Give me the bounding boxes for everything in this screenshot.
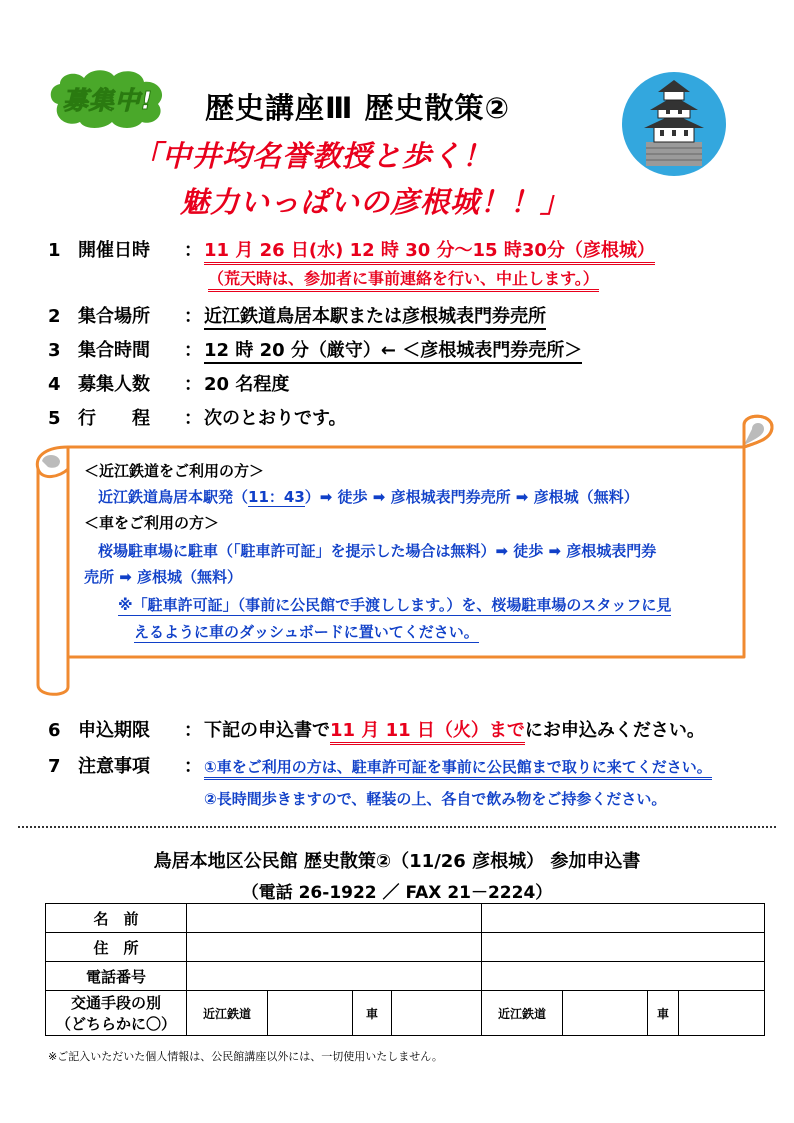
train-route-end: ）➡ 徒歩 ➡ 彦根城表門券売所 ➡ 彦根城（無料） xyxy=(304,488,639,506)
car-note-line2: えるように車のダッシュボードに置いてください。 xyxy=(134,623,479,641)
item-label: 募集人数 xyxy=(78,374,150,395)
form-label-phone: 電話番号 xyxy=(46,962,187,991)
option-train-label: 近江鉄道 xyxy=(482,991,563,1035)
phone-field-1[interactable] xyxy=(187,962,482,991)
train-route-start: 近江鉄道鳥居本駅発（ xyxy=(98,488,249,506)
car-note-line1: ※「駐車許可証」（事前に公民館で手渡しします。）を、桜場駐車場のスタッフに見 xyxy=(118,596,672,614)
badge-label: 募集中! xyxy=(62,86,154,115)
meeting-place-value: 近江鉄道鳥居本駅または彦根城表門券売所 xyxy=(204,302,546,330)
form-title: 鳥居本地区公民館 歴史散策②（11/26 彦根城） 参加申込書 xyxy=(153,851,641,872)
deadline-date: 11 月 11 日（火）まで xyxy=(330,716,525,745)
item-colon: ： xyxy=(184,756,202,777)
item-colon: ： xyxy=(184,408,202,429)
form-row-phone xyxy=(46,962,765,991)
option-train-check[interactable] xyxy=(563,991,648,1035)
item-capacity xyxy=(48,370,289,396)
subtitle-line2: 魅力いっぱいの彦根城！！」 xyxy=(180,185,571,219)
phone-field-2[interactable] xyxy=(482,962,765,991)
item-label: 注意事項 xyxy=(78,756,150,777)
item-number: 2 xyxy=(48,306,61,327)
page-title: 歴史講座Ⅲ 歴史散策② xyxy=(205,91,511,125)
application-form xyxy=(45,903,765,1036)
item-number: 7 xyxy=(48,756,61,777)
item-label: 集合時間 xyxy=(78,340,150,361)
item-colon: ： xyxy=(184,306,202,327)
train-heading: ＜近江鉄道をご利用の方＞ xyxy=(84,462,265,480)
form-label-transport xyxy=(46,991,187,1036)
transport-options-2 xyxy=(482,991,765,1036)
item-colon: ： xyxy=(184,720,202,741)
note-1: ①車をご利用の方は、駐車許可証を事前に公民館まで取りに来てください。 xyxy=(204,756,712,780)
item-colon: ： xyxy=(184,240,202,261)
item-deadline xyxy=(48,716,705,745)
form-label-address: 住 所 xyxy=(46,933,187,962)
itinerary-value: 次のとおりです。 xyxy=(204,408,347,429)
train-route xyxy=(98,486,639,507)
recruiting-badge xyxy=(46,68,170,130)
deadline-text-a: 下記の申込書で xyxy=(204,720,330,741)
train-departure-time: 11：43 xyxy=(248,488,305,506)
castle-icon xyxy=(620,70,728,178)
transport-label-line1: 交通手段の別 xyxy=(70,994,161,1012)
option-car-label: 車 xyxy=(648,991,679,1035)
transport-options-1 xyxy=(187,991,482,1036)
cut-line xyxy=(18,826,776,828)
item-colon: ： xyxy=(184,374,202,395)
item-number: 3 xyxy=(48,340,61,361)
car-heading: ＜車をご利用の方＞ xyxy=(84,514,220,532)
item-label: 集合場所 xyxy=(78,306,150,327)
option-car-check[interactable] xyxy=(392,991,482,1035)
capacity-value: 20 名程度 xyxy=(204,374,290,395)
item-label: 申込期限 xyxy=(78,720,150,741)
item-number: 4 xyxy=(48,374,61,395)
item-date xyxy=(48,236,655,265)
event-datetime: 11 月 26 日(水) 12 時 30 分～15 時30分（彦根城） xyxy=(204,236,655,265)
form-row-name xyxy=(46,904,765,933)
car-route-line2: 売所 ➡ 彦根城（無料） xyxy=(84,568,243,586)
address-field-1[interactable] xyxy=(187,933,482,962)
transport-label-line2: （どちらかに〇） xyxy=(55,1015,176,1033)
form-contact: （電話 26-1922 ／ FAX 21－2224） xyxy=(241,883,553,903)
item-colon: ： xyxy=(184,340,202,361)
car-route-line1: 桜場駐車場に駐車（「駐車許可証」を提示した場合は無料）➡ 徒歩 ➡ 彦根城表門券 xyxy=(98,542,657,560)
name-field-2[interactable] xyxy=(482,904,765,933)
name-field-1[interactable] xyxy=(187,904,482,933)
form-label-name: 名 前 xyxy=(46,904,187,933)
option-car-check[interactable] xyxy=(679,991,765,1035)
item-label: 開催日時 xyxy=(78,240,150,261)
subtitle-line1: 「中井均名誉教授と歩く！ xyxy=(132,139,493,173)
item-number: 1 xyxy=(48,240,61,261)
form-row-address xyxy=(46,933,765,962)
item-label: 行 程 xyxy=(78,408,150,429)
option-car-label: 車 xyxy=(353,991,392,1035)
option-train-check[interactable] xyxy=(268,991,353,1035)
weather-note-text: （荒天時は、参加者に事前連絡を行い、中止します。） xyxy=(208,266,599,292)
item-notes xyxy=(48,752,712,780)
item-meeting-time xyxy=(48,336,582,364)
deadline-text-b: にお申込みください。 xyxy=(524,720,705,741)
privacy-footnote: ※ご記入いただいた個人情報は、公民館講座以外には、一切使用いたしません。 xyxy=(48,1050,443,1063)
note-2: ②長時間歩きますので、軽装の上、各自で飲み物をご持参ください。 xyxy=(204,790,667,808)
item-number: 6 xyxy=(48,720,61,741)
item-number: 5 xyxy=(48,408,61,429)
meeting-time-value: 12 時 20 分（厳守）← ＜彦根城表門券売所＞ xyxy=(204,336,582,364)
weather-note xyxy=(208,266,599,292)
item-meeting-place xyxy=(48,302,546,330)
option-train-label: 近江鉄道 xyxy=(187,991,268,1035)
form-row-transport xyxy=(46,991,765,1036)
address-field-2[interactable] xyxy=(482,933,765,962)
